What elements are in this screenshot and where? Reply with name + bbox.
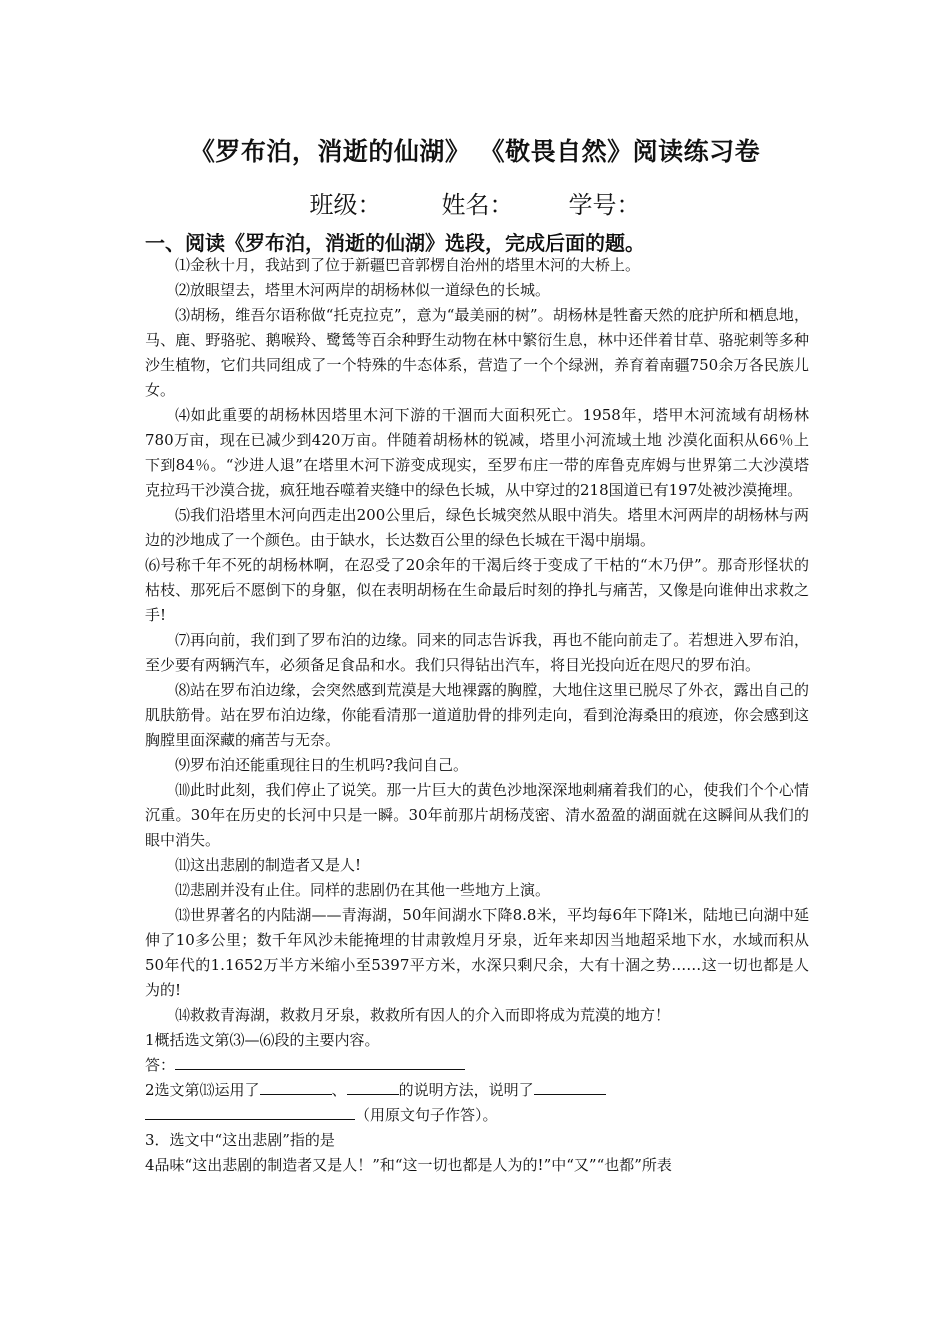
section-heading: 一、阅读《罗布泊，消逝的仙湖》选段，完成后面的题。 [145,231,645,255]
paragraph-2: ⑵放眼望去，塔里木河两岸的胡杨林似一道绿色的长城。 [175,281,551,299]
question-1: 1概括选文第⑶—⑹段的主要内容。 [145,1031,380,1049]
question-2-continued [145,1103,809,1128]
paragraph-8: ⑻站在罗布泊边缘，会突然感到荒漠是大地裸露的胸膛，大地住这里已脱尽了外衣，露出自己的肌肤筋骨。站在罗布泊边缘，你能看清那一道道肋骨的排列走向，看到沧海桑田的痕迹，你会感到这胸膛里面深藏的痛苦与无奈。 [145,681,809,749]
answer-blank[interactable] [175,1053,465,1070]
reading-passage [145,253,809,1178]
class-label: 班级： [309,191,382,219]
question-3: 3．选文中“这出悲剧”指的是 [145,1131,335,1149]
paragraph-10: ⑽此时此刻，我们停止了说笑。那一片巨大的黄色沙地深深地刺痛着我们的心，使我们个个心情沉重。30年在历史的长河中只是一瞬。30年前那片胡杨茂密、清水盈盈的湖面就在这瞬间从我们的眼中消失。 [145,781,809,849]
method-blank-2[interactable] [347,1078,399,1095]
explanation-blank[interactable] [534,1078,606,1095]
paragraph-9: ⑼罗布泊还能重现往日的生机吗?我问自己。 [175,756,469,774]
paragraph-14: ⒁救救青海湖，救救月牙泉，救救所有因人的介入而即将成为荒漠的地方！ [175,1006,671,1024]
paragraph-13: ⒀世界著名的内陆湖——青海湖，50年间湖水下降8.8米，平均每6年下降l米，陆地已向湖中延伸了10多公里；数千年风沙未能掩埋的甘肃敦煌月牙泉，近年来却因当地超采地下水，水域而积从50年代的1.1652万半方米缩小至5397平方米，水深只剩尺余，大有十涸之势……这一切也都是人为的! [145,906,809,999]
paragraph-12: ⑿悲剧并没有止住。同样的悲剧仍在其他一些地方上演。 [175,881,551,899]
answer-label: 答： [145,1056,176,1074]
question-2-text-a: 2选文第⒀运用了 [145,1081,260,1099]
student-id-label: 学号： [568,191,641,219]
name-label: 姓名： [441,191,514,219]
paragraph-5: ⑸我们沿塔里木河向西走出200公里后，绿色长城突然从眼中消失。塔里木河两岸的胡杨林与两边的沙地成了一个颜色。由于缺水，长达数百公里的绿色长城在干渴中崩塌。 [145,506,809,549]
question-2-text-d: （用原文句子作答）。 [355,1106,498,1124]
paragraph-6: ⑹号称千年不死的胡杨林啊，在忍受了20余年的干渴后终于变成了干枯的“木乃伊”。那奇形怪状的枯枝、那死后不愿倒下的身躯，似在表明胡杨在生命最后时刻的挣扎与痛苦，又像是向谁伸出求救之手! [145,556,809,624]
question-2 [145,1078,809,1103]
quote-blank[interactable] [145,1103,355,1120]
paragraph-1: ⑴金秋十月，我站到了位于新疆巴音郭楞自治州的塔里木河的大桥上。 [175,256,641,274]
paragraph-7: ⑺再向前，我们到了罗布泊的边缘。同来的同志告诉我，再也不能向前走了。若想进入罗布泊，至少要有两辆汽车，必须备足食品和水。我们只得钻出汽车，将目光投向近在咫尺的罗布泊。 [145,631,809,674]
student-info-line [0,185,950,220]
question-1-answer-line [145,1053,809,1078]
question-4: 4品味“这出悲剧的制造者又是人！”和“这一切也都是人为的!”中“又”“也都”所表 [145,1156,672,1174]
paragraph-4: ⑷如此重要的胡杨林因塔里木河下游的干涸而大面积死亡。1958年，塔甲木河流域有胡杨林780万亩，现在已减少到420万亩。伴随着胡杨林的锐减，塔里小河流域土地 沙漠化面积从66％上下到84％。“沙进人退”在塔里木河下游变成现实，至罗布庄一带的库鲁克库姆与世界第二大沙漠塔克拉玛干沙漠合拢，疯狂地吞噬着夹缝中的绿色长城，从中穿过的218国道已有197处被沙漠掩埋。 [145,406,809,499]
paragraph-3: ⑶胡杨，维吾尔语称做“托克拉克”，意为“最美丽的树”。胡杨林是牲畜天然的庇护所和栖息地，马、鹿、野骆驼、鹅喉羚、鹭鸶等百余种野生动物在林中繁衍生息，林中还伴着甘草、骆驼刺等多种沙生植物，它们共同组成了一个特殊的牛态体系，营造了一个个绿洲，养育着南疆750余万各民族儿女。 [145,306,809,399]
method-blank-1[interactable] [260,1078,332,1095]
question-2-text-b: 、 [331,1081,347,1099]
paragraph-11: ⑾这出悲剧的制造者又是人! [175,856,362,874]
page-title: 《罗布泊，消逝的仙湖》 《敬畏自然》阅读练习卷 [189,137,761,166]
question-2-text-c: 的说明方法，说明了 [398,1081,534,1099]
